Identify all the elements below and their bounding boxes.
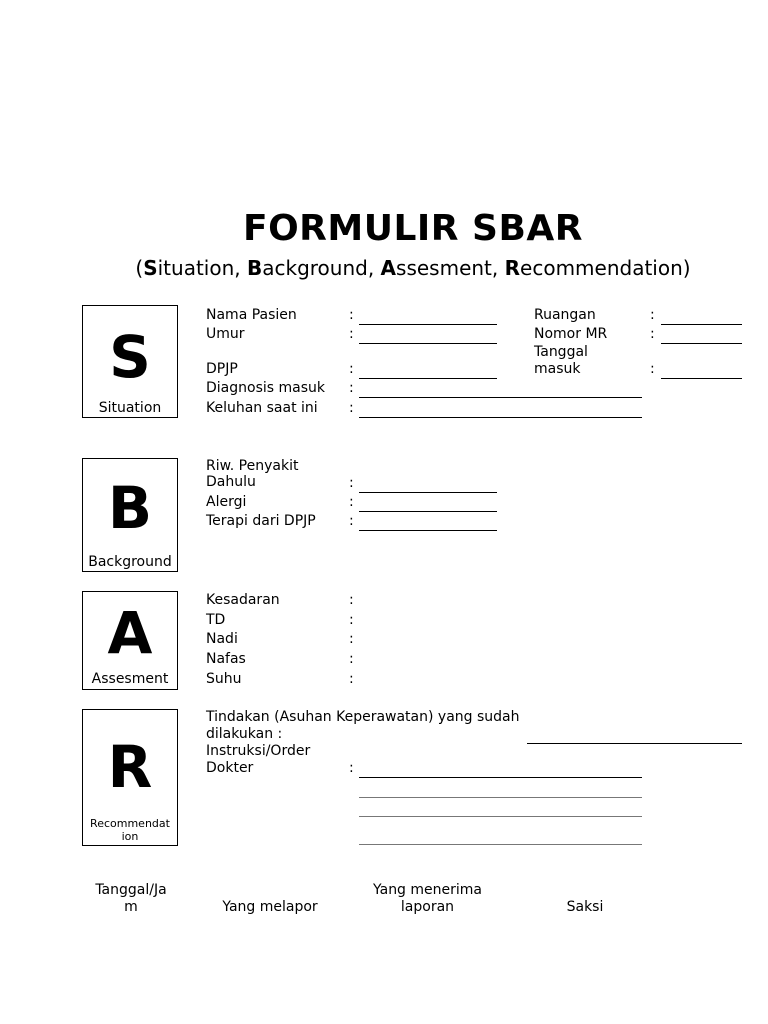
assesment-box [82, 591, 178, 690]
riw-penyakit-field[interactable] [359, 492, 497, 493]
situation-letter: S [109, 323, 151, 391]
situation-caption: Situation [98, 400, 162, 416]
recommendation-caption: Recommendat [90, 817, 170, 830]
background-letter: B [107, 474, 153, 542]
colon: : [349, 671, 354, 687]
label-instruksi-2: Dokter [206, 760, 254, 776]
ruangan-field[interactable] [661, 324, 742, 325]
label-umur: Umur [206, 326, 245, 342]
footer-yang-menerima: Yang menerima [372, 882, 482, 898]
dpjp-field[interactable] [359, 378, 497, 379]
label-nafas: Nafas [206, 651, 246, 667]
colon: : [349, 400, 354, 416]
nama-pasien-field[interactable] [359, 324, 497, 325]
label-keluhan-saat-ini: Keluhan saat ini [206, 400, 318, 416]
instruksi-field-2[interactable] [359, 797, 642, 798]
footer-tanggal-jam: Tanggal/Ja [95, 882, 167, 898]
label-riw-penyakit: Riw. Penyakit [206, 458, 299, 474]
umur-field[interactable] [359, 343, 497, 344]
label-alergi: Alergi [206, 494, 247, 510]
footer-yang-menerima-2: laporan [400, 899, 455, 915]
label-tanggal-masuk: Tanggal [534, 344, 588, 360]
background-box [82, 458, 178, 572]
instruksi-field[interactable] [359, 777, 642, 778]
nomor-mr-field[interactable] [661, 343, 742, 344]
colon: : [349, 592, 354, 608]
form-subtitle: (Situation, Background, Assesment, Recommendation) [135, 256, 691, 280]
recommendation-caption-2: ion [121, 830, 139, 843]
keluhan-saat-ini-field[interactable] [359, 417, 642, 418]
label-kesadaran: Kesadaran [206, 592, 280, 608]
label-nomor-mr: Nomor MR [534, 326, 608, 342]
footer-tanggal-jam-2: m [124, 899, 138, 915]
colon: : [349, 475, 354, 491]
label-instruksi: Instruksi/Order [206, 743, 311, 759]
colon: : [650, 307, 655, 323]
label-td: TD [206, 612, 226, 628]
label-riw-penyakit-2: Dahulu [206, 474, 256, 490]
footer-saksi: Saksi [566, 899, 604, 915]
instruksi-field-3[interactable] [359, 816, 642, 817]
label-tanggal-masuk-2: masuk [534, 361, 581, 377]
colon: : [349, 631, 354, 647]
colon: : [349, 760, 354, 776]
colon: : [650, 361, 655, 377]
situation-box [82, 305, 178, 418]
colon: : [349, 513, 354, 529]
label-terapi: Terapi dari DPJP [206, 513, 316, 529]
instruksi-field-4[interactable] [359, 844, 642, 845]
label-ruangan: Ruangan [534, 307, 596, 323]
form-title: FORMULIR SBAR [242, 208, 583, 249]
colon: : [349, 494, 354, 510]
label-nadi: Nadi [206, 631, 238, 647]
colon: : [349, 361, 354, 377]
assesment-caption: Assesment [91, 671, 169, 687]
footer-yang-melapor: Yang melapor [222, 899, 318, 915]
tindakan-field[interactable] [527, 743, 742, 744]
label-diagnosis-masuk: Diagnosis masuk [206, 380, 325, 396]
terapi-field[interactable] [359, 530, 497, 531]
label-tindakan: Tindakan (Asuhan Keperawatan) yang sudah [206, 709, 520, 725]
label-suhu: Suhu [206, 671, 242, 687]
colon: : [349, 326, 354, 342]
label-nama-pasien: Nama Pasien [206, 307, 297, 323]
colon: : [349, 307, 354, 323]
colon: : [349, 651, 354, 667]
alergi-field[interactable] [359, 511, 497, 512]
tanggal-masuk-field[interactable] [661, 378, 742, 379]
label-dpjp: DPJP [206, 361, 238, 377]
label-tindakan-2: dilakukan : [206, 726, 283, 742]
colon: : [349, 612, 354, 628]
colon: : [650, 326, 655, 342]
recommendation-box [82, 709, 178, 846]
diagnosis-masuk-field[interactable] [359, 397, 642, 398]
colon: : [349, 380, 354, 396]
recommendation-letter: R [107, 733, 153, 801]
background-caption: Background [88, 554, 172, 570]
assesment-letter: A [107, 599, 153, 667]
